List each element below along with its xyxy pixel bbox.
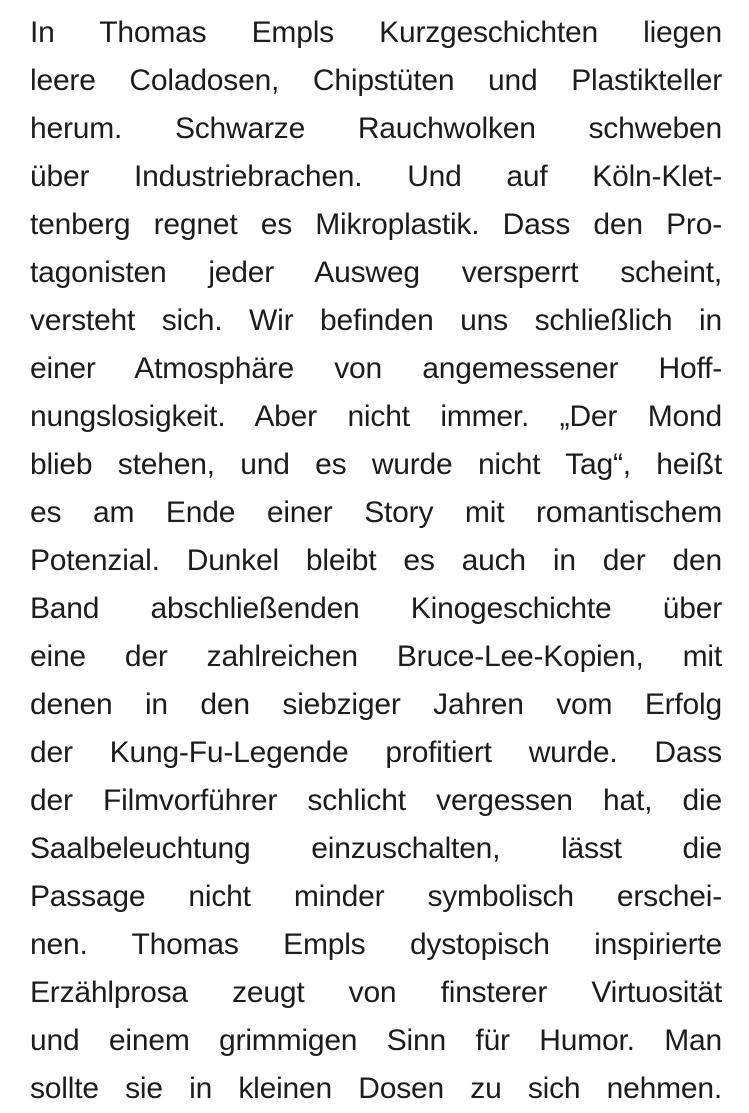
text-line: In Thomas Empls Kurzgeschichten liegen xyxy=(30,16,722,49)
text-line: Passage nicht minder symbolisch erschei- xyxy=(30,880,722,913)
text-line: eine der zahlreichen Bruce-Lee-Kopien, mit xyxy=(30,640,722,673)
text-line: Band abschließenden Kinogeschichte über xyxy=(30,592,722,625)
text-line: der Filmvorführer schlicht vergessen hat, die xyxy=(30,784,722,817)
text-line: tenberg regnet es Mikroplastik. Dass den Pro- xyxy=(30,208,722,241)
text-line: der Kung-Fu-Legende profitiert wurde. Dass xyxy=(30,736,722,769)
text-line: Erzählprosa zeugt von finsterer Virtuosität xyxy=(30,976,722,1009)
review-paragraph xyxy=(30,9,722,1113)
text-line: nen. Thomas Empls dystopisch inspirierte xyxy=(30,928,722,961)
text-line: sollte sie in kleinen Dosen zu sich nehmen. xyxy=(30,1072,722,1105)
text-line: nungslosigkeit. Aber nicht immer. „Der Mond xyxy=(30,400,722,433)
text-line: leere Coladosen, Chipstüten und Plastikteller xyxy=(30,64,722,97)
text-line: über Industriebrachen. Und auf Köln-Klet- xyxy=(30,160,722,193)
text-line: und einem grimmigen Sinn für Humor. Man xyxy=(30,1024,722,1057)
text-line: versteht sich. Wir befinden uns schließlich in xyxy=(30,304,722,337)
text-line: herum. Schwarze Rauchwolken schweben xyxy=(30,112,722,145)
text-line: blieb stehen, und es wurde nicht Tag“, heißt xyxy=(30,448,722,481)
text-line: einer Atmosphäre von angemessener Hoff- xyxy=(30,352,722,385)
text-line: tagonisten jeder Ausweg versperrt scheint, xyxy=(30,256,722,289)
text-line: Potenzial. Dunkel bleibt es auch in der den xyxy=(30,544,722,577)
text-line: Saalbeleuchtung einzuschalten, lässt die xyxy=(30,832,722,865)
text-line: es am Ende einer Story mit romantischem xyxy=(30,496,722,529)
text-line: denen in den siebziger Jahren vom Erfolg xyxy=(30,688,722,721)
